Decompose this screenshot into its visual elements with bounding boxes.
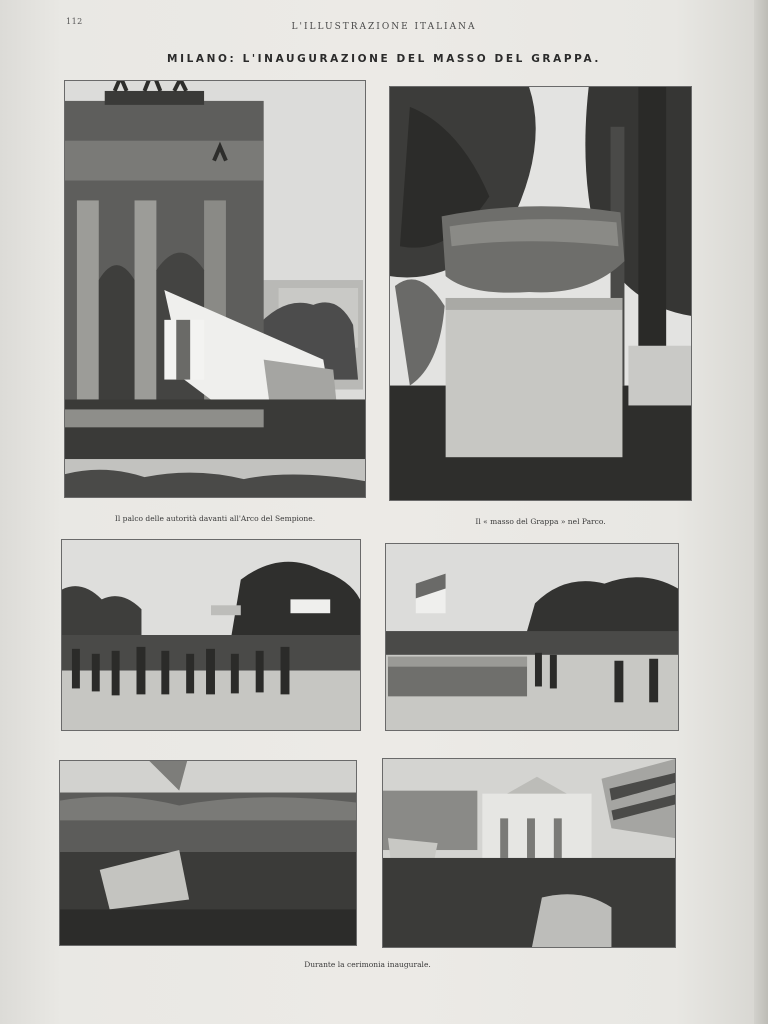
- running-head: L'ILLUSTRAZIONE ITALIANA: [291, 22, 477, 32]
- photo-grappa-boulder: [389, 86, 692, 501]
- stand-crowd-photo-image: [386, 544, 678, 730]
- arch-photo-image: [65, 81, 365, 497]
- caption-bottom: Durante la cerimonia inaugurale.: [304, 960, 431, 969]
- photo-crowd-building: [382, 758, 676, 948]
- crowd-building-photo-image: [383, 759, 675, 947]
- page-number: 112: [66, 17, 83, 26]
- caption-masso: Il « masso del Grappa » nel Parco.: [475, 517, 606, 526]
- photo-crowd-aerial: [59, 760, 357, 946]
- boulder-photo-image: [390, 87, 691, 500]
- page-headline: MILANO: L'INAUGURAZIONE DEL MASSO DEL GRAPPA.: [167, 53, 601, 65]
- caption-arco: Il palco delle autorità davanti all'Arco del Sempione.: [114, 514, 316, 523]
- procession-photo-image: [62, 540, 360, 730]
- photo-arch-ceremony: [64, 80, 366, 498]
- photo-procession: [61, 539, 361, 731]
- crowd-aerial-photo-image: [60, 761, 356, 945]
- page-edge: [754, 0, 768, 1024]
- photo-stand-crowd: [385, 543, 679, 731]
